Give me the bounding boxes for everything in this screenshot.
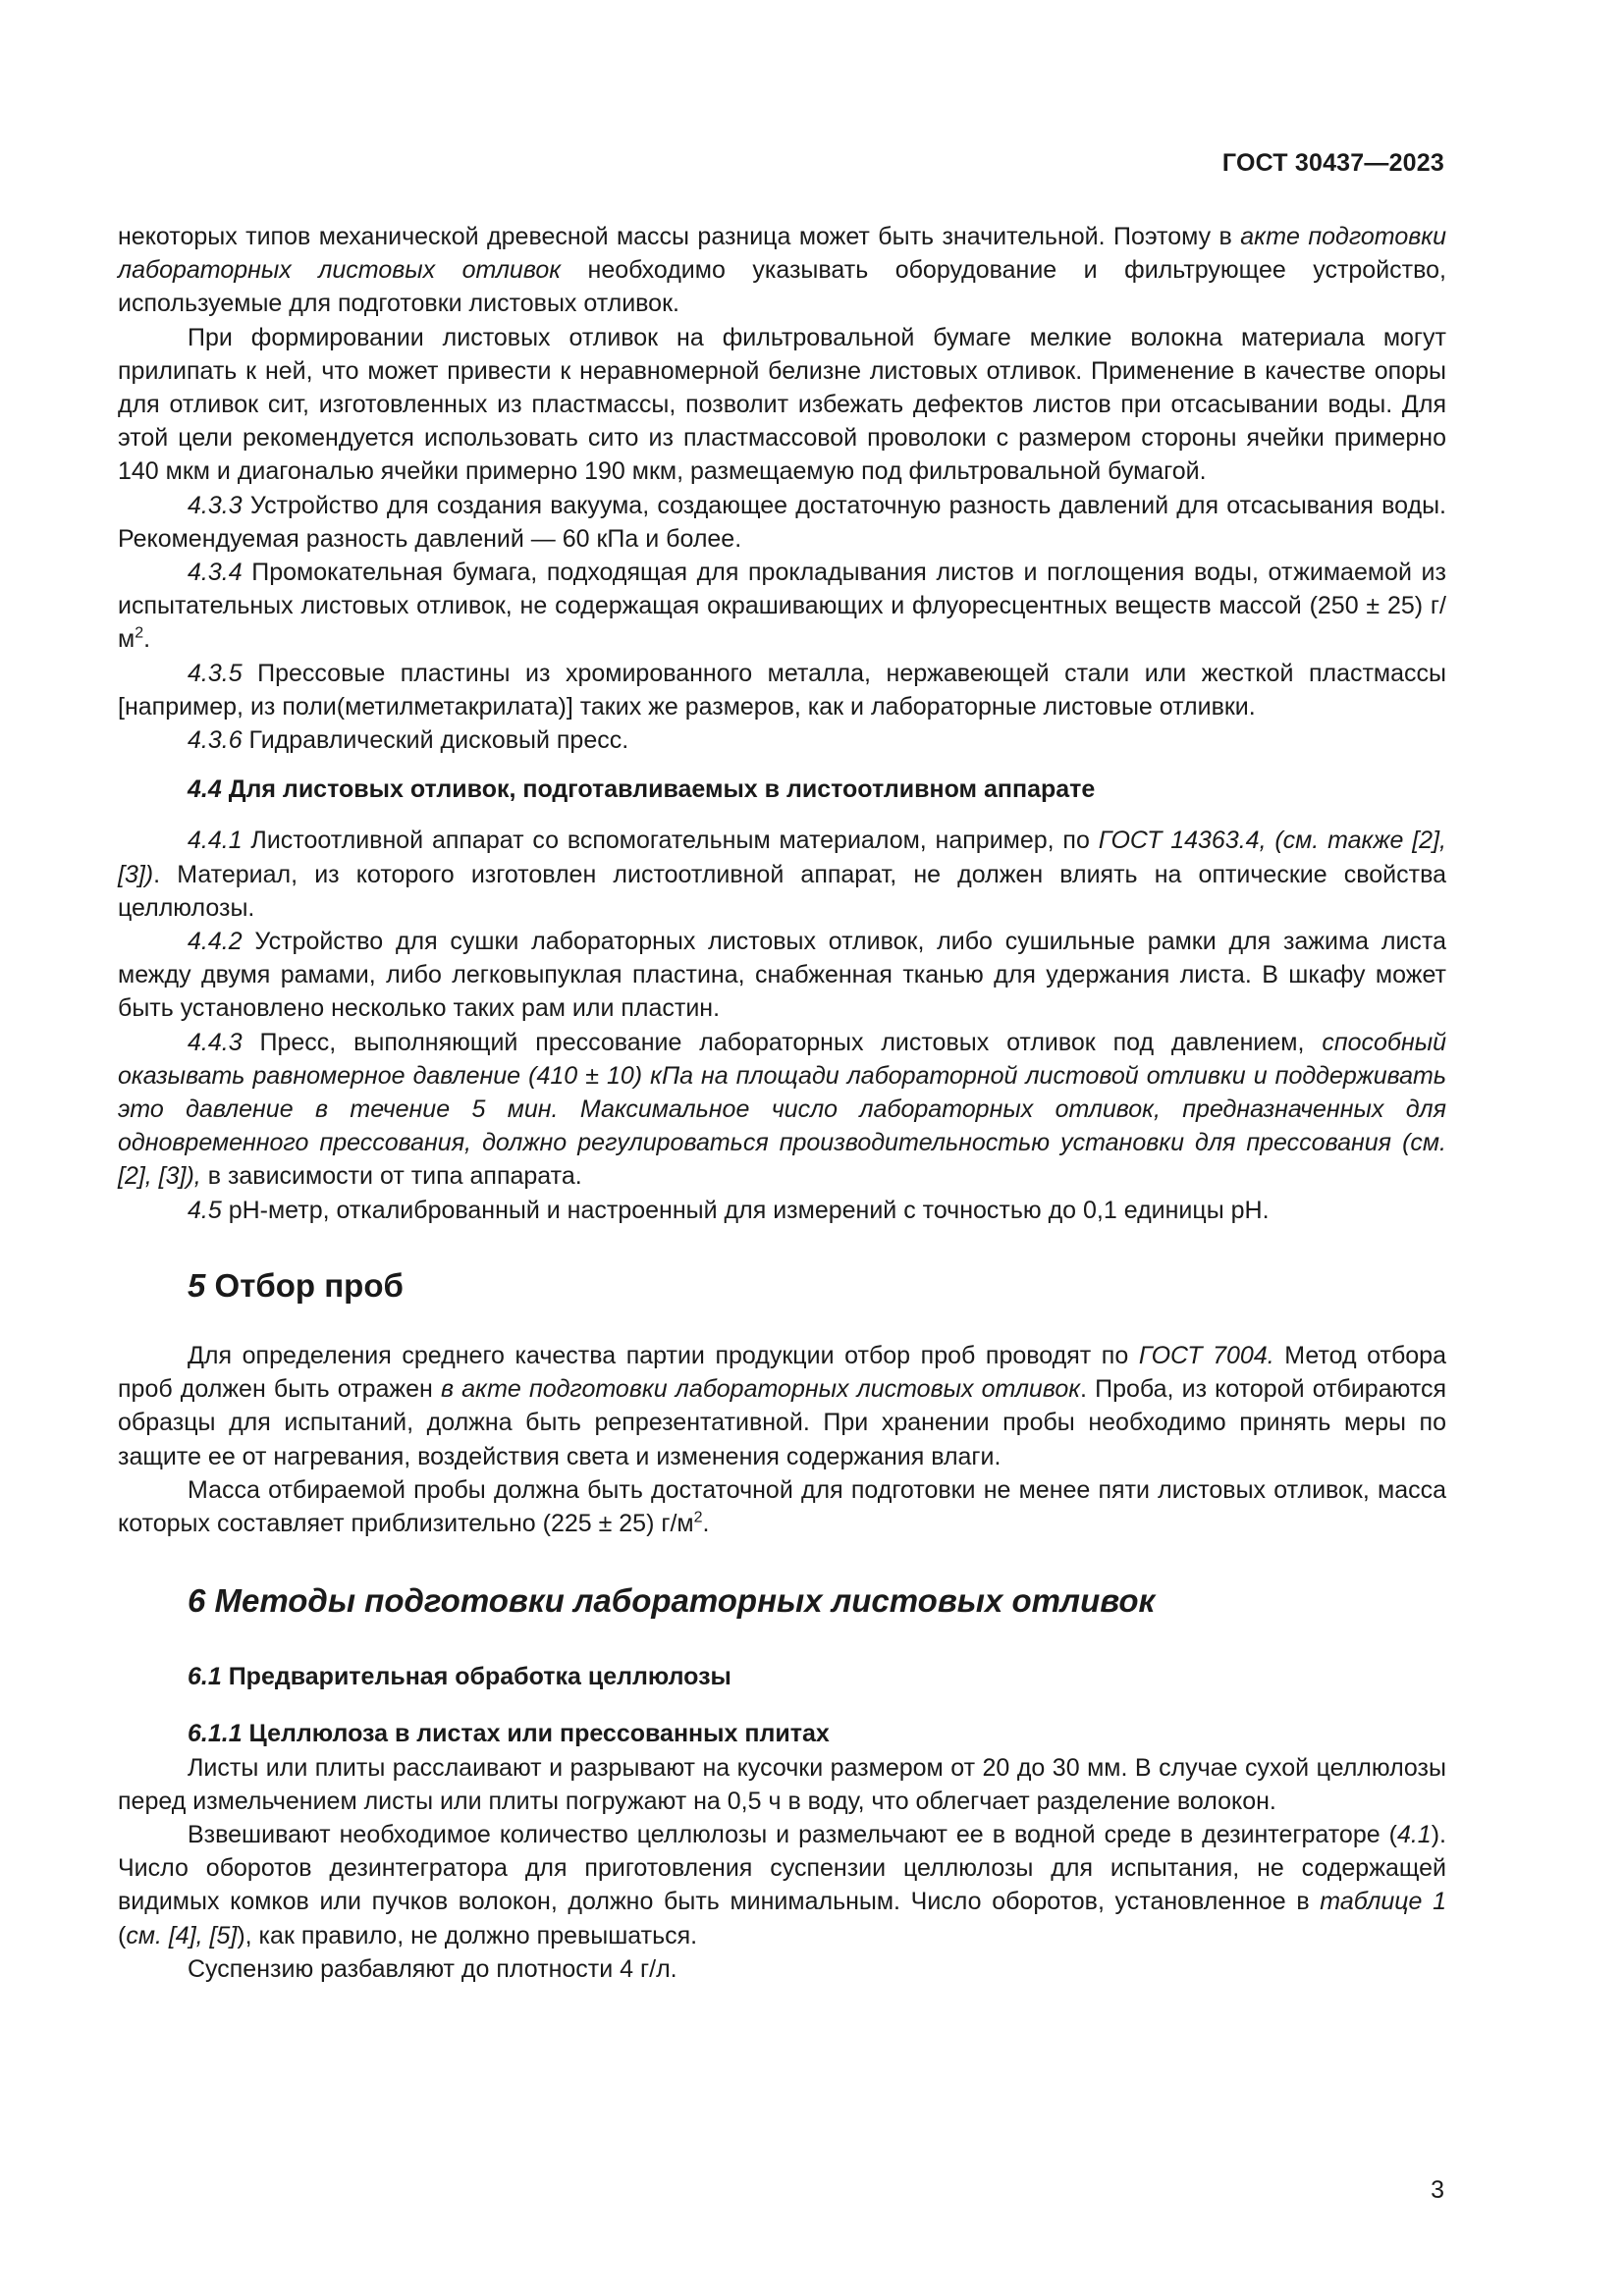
item-4-3-4: 4.3.4 Промокательная бумага, подходящая для прокладывания листов и поглощения воды, отжимаемой из испытательных листовых отливок, не содержащая окрашивающих и флуоресцентных веществ массой (250 ± 25) $г/м^2$.	[118, 559, 1446, 654]
item-4-4-2: 4.4.2 Устройство для сушки лабораторных листовых отливок, либо сушильные рамки для зажима листа между двумя рамами, либо легковыпуклая пластина, снабженная тканью для удержания листа. В шкафу может быть установлено несколько таких рам или пластин.	[118, 928, 1446, 1023]
subsection-heading-6-1: 6.1 Предварительная обработка целлюлозы	[188, 1663, 731, 1691]
document-body	[118, 220, 1446, 1986]
page-number: 3	[1431, 2176, 1444, 2204]
standard-id: ГОСТ 30437—2023	[1221, 149, 1444, 177]
section-heading-5: 5 Отбор проб	[188, 1266, 404, 1304]
item-4-4-1: 4.4.1 Листоотливной аппарат со вспомогательным материалом, например, по ГОСТ 14363.4, (см. также [2], [3]). Материал, из которого изготовлен листоотливной аппарат, не должен влиять на оптические свойства целлюлозы.	[118, 827, 1446, 922]
paragraph: Суспензию разбавляют до плотности 4 г/л.	[188, 1954, 677, 1983]
paragraph: Для определения среднего качества партии продукции отбор проб проводят по ГОСТ 7004. Метод отбора проб должен быть отражен в акте подготовки лабораторных листовых отливок. Проба, из которой отбираются образцы для испытаний, должна быть репрезентативной. При хранении пробы необходимо принять меры по защите ее от нагревания, воздействия света и изменения содержания влаги.	[118, 1341, 1447, 1470]
paragraph: Листы или плиты расслаивают и разрывают на кусочки размером от 20 до 30 мм. В случае сухой целлюлозы перед измельчением листы или плиты погружают на 0,5 ч в воду, что облегчает разделение волокон.	[118, 1753, 1446, 1815]
subsection-heading-4-4: 4.4 Для листовых отливок, подготавливаемых в листоотливном аппарате	[188, 775, 1096, 804]
paragraph: Взвешивают необходимое количество целлюлозы и размельчают ее в водной среде в дезинтеграторе (4.1). Число оборотов дезинтегратора для приготовления суспензии целлюлозы для испытания, не содержащей видимых комков или пучков волокон, должно быть минимальным. Число оборотов, установленное в таблице 1 (см. [4], [5]), как правило, не должно превышаться.	[118, 1820, 1447, 1949]
item-4-4-3: 4.4.3 Пресс, выполняющий прессование лабораторных листовых отливок под давлением, способный оказывать равномерное давление (410 ± 10) кПа на площади лабораторной листовой отливки и поддерживать это давление в течение 5 мин. Максимальное число лабораторных отливок, предназначенных для одновременного прессования, должно регулироваться производительностью установки для прессования (см. [2], [3]), в зависимости от типа аппарата.	[118, 1028, 1446, 1191]
section-heading-6: 6 Методы подготовки лабораторных листовых отливок	[188, 1582, 1156, 1620]
item-4-5: 4.5 pH-метр, откалиброванный и настроенный для измерений с точностью до 0,1 единицы pH.	[188, 1196, 1270, 1224]
paragraph: При формировании листовых отливок на фильтровальной бумаге мелкие волокна материала могут прилипать к ней, что может привести к неравномерной белизне листовых отливок. Применение в качестве опоры для отливок сит, изготовленных из пластмассы, позволит избежать дефектов листов при отсасывании воды. Для этой цели рекомендуется использовать сито из пластмассовой проволоки с размером стороны ячейки примерно 140 мкм и диагональю ячейки примерно 190 мкм, размещаемую под фильтровальной бумагой.	[118, 323, 1446, 486]
item-4-3-5: 4.3.5 Прессовые пластины из хромированного металла, нержавеющей стали или жесткой пластмассы [например, из поли(метилметакрилата)] таких же размеров, как и лабораторные листовые отливки.	[118, 659, 1446, 721]
paragraph: Масса отбираемой пробы должна быть достаточной для подготовки не менее пяти листовых отливок, масса которых составляет приблизительно (225 ± 25) $г/м^2$.	[118, 1475, 1446, 1537]
paragraph: некоторых типов механической древесной массы разница может быть значительной. Поэтому в акте подготовки лабораторных листовых отливок необходимо указывать оборудование и фильтрующее устройство, используемые для подготовки листовых отливок.	[118, 223, 1446, 318]
document-header	[1222, 149, 1444, 178]
item-4-3-3: 4.3.3 Устройство для создания вакуума, создающее достаточную разность давлений для отсасывания воды. Рекомендуемая разность давлений — 60 кПа и более.	[118, 491, 1446, 553]
item-4-3-6: 4.3.6 Гидравлический дисковый пресс.	[188, 726, 629, 755]
subsection-heading-6-1-1: 6.1.1 Целлюлоза в листах или прессованных плитах	[188, 1720, 830, 1748]
